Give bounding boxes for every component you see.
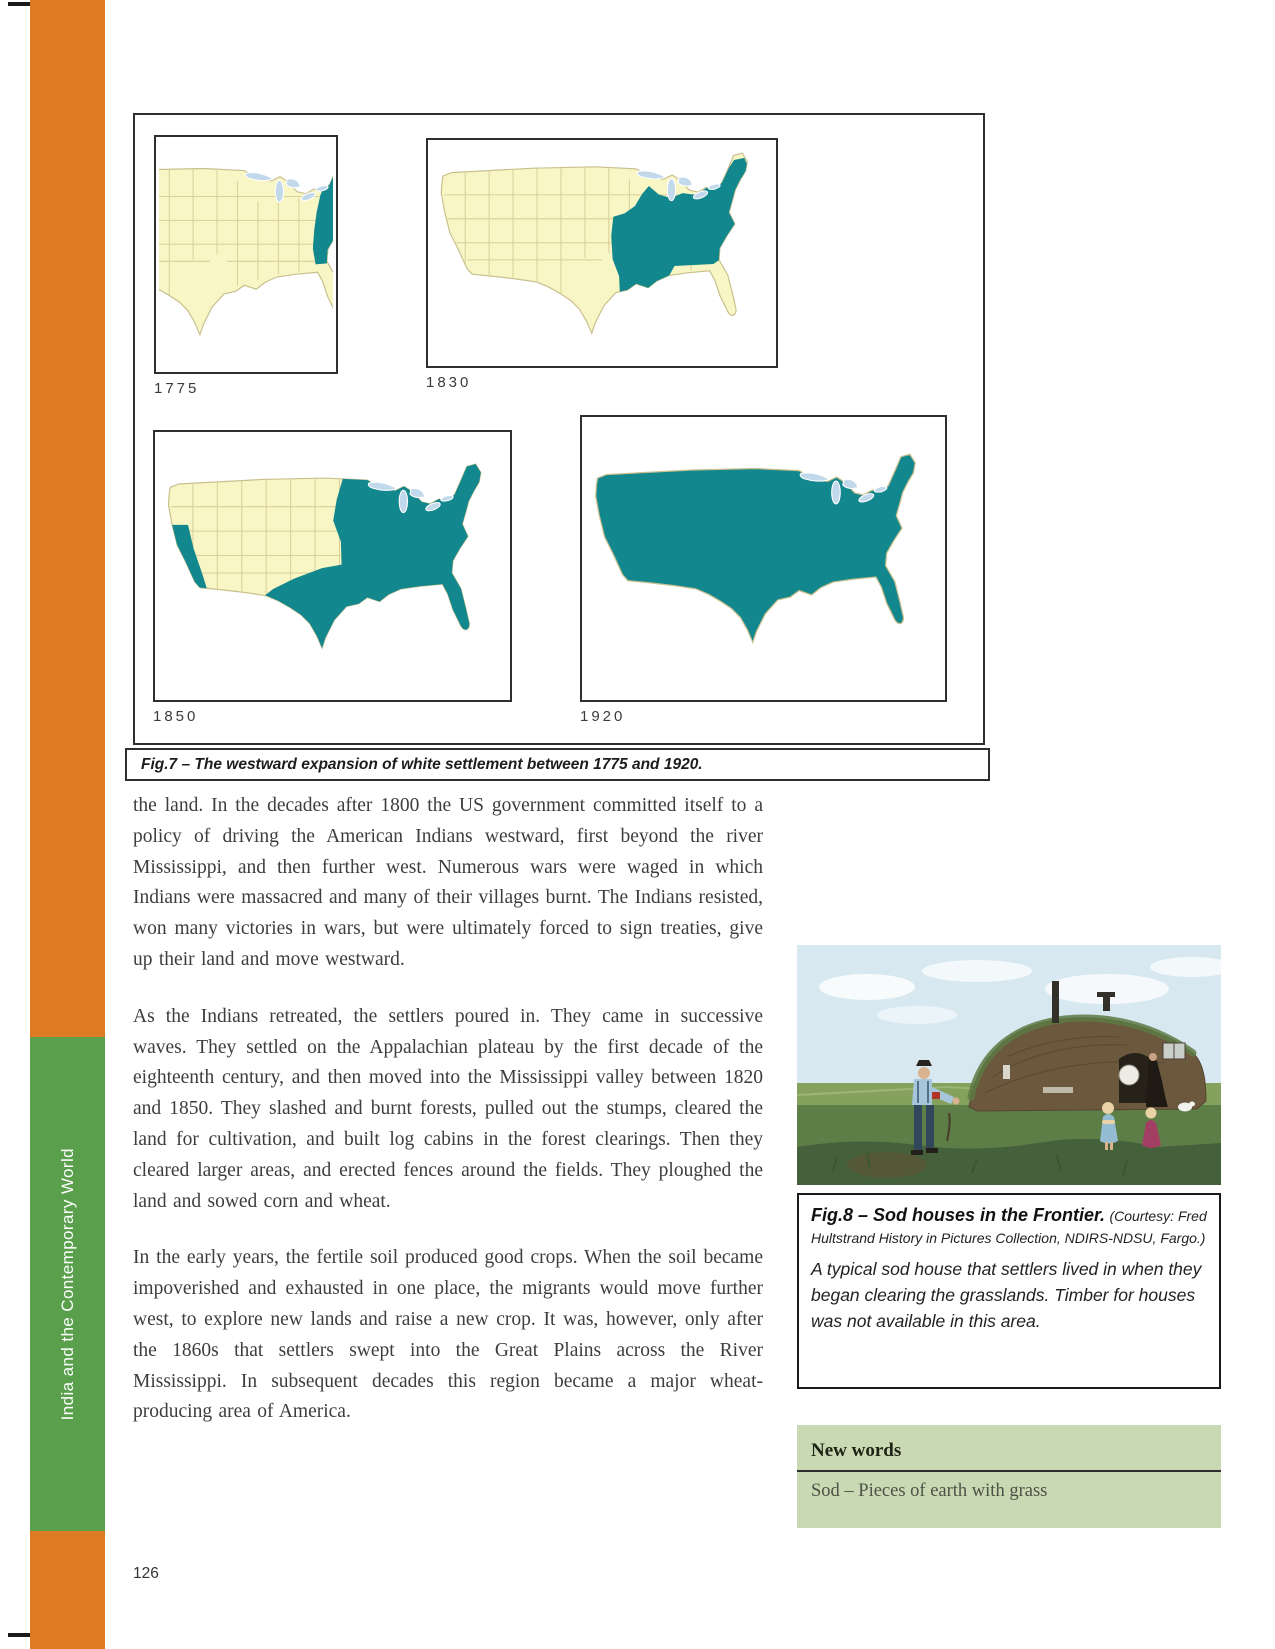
map-year-label: 1850 [153,708,199,725]
map-1775 [154,135,338,397]
map-1920-svg [585,420,942,697]
sidebar-orange-band-bottom [30,1531,105,1649]
red-sleeve [932,1092,940,1099]
body-paragraph: As the Indians retreated, the settlers poured in. They came in successive waves. They settled on the Appalachian plateau by the first decade of the eighteenth century, and then moved into the Mississippi valley between 1820 and 1850. They slashed and burnt forests, pulled out the stumps, cleared the land for cultivation, and built log cabins in the forest clearings. Then they cleared larger areas, and erected fences around the fields. They ploughed the land and sowed corn and wheat. [133,1005,763,1212]
map-1850-frame [153,430,512,702]
figure8-caption-description: A typical sod house that settlers lived in when they began clearing the grasslands. Timber for houses was not available in this area. [811,1258,1202,1332]
body-paragraph: In the early years, the fertile soil produced good crops. When the soil became impoverished and exhausted in one place, the migrants would move further west, to explore new lands and raise a new crop. It was, however, only after the 1860s that settlers swept into the Great Plains across the River Mississippi. In subsequent decades this region became a major wheat-producing area of America. [133,1247,763,1423]
chimney [1103,995,1110,1011]
map-1850-svg [158,435,507,697]
stovepipe [1052,981,1059,1023]
map-1920 [580,415,947,725]
new-words-box [797,1425,1221,1528]
body-paragraph: the land. In the decades after 1800 the US government committed itself to a policy of driving the American Indians westward, first beyond the river Mississippi, and then further west. Numerous wars were waged in which Indians were massacred and many of their villages burnt. The Indians resisted, won many victories in wars, but were ultimately forced to sign treaties, give up their land and move westward. [133,795,763,970]
figure7-caption [125,748,990,781]
map-year-label: 1830 [426,374,472,391]
map-year-label: 1920 [580,708,626,725]
figure8-photo [797,945,1221,1185]
article-text [133,791,763,1454]
map-1920-frame [580,415,947,702]
bench [1043,1087,1073,1093]
sidebar-orange-band [30,0,105,1037]
map-1830-frame [426,138,778,368]
figure8-caption [797,1193,1221,1389]
sod-house-scene [797,945,1221,1185]
figure8-caption-title: Fig.8 – Sod houses in the Frontier. [811,1205,1106,1225]
map-year-label: 1775 [154,380,200,397]
white-post [1003,1065,1010,1079]
wash-basin [1119,1065,1139,1085]
map-1830-svg [431,143,773,363]
map-1850 [153,430,512,725]
page-number: 126 [133,1565,159,1582]
map-1775-svg [159,140,333,369]
figure7-maps-panel [133,113,985,745]
bare-earth-patch [847,1152,927,1178]
figure7-caption-text: Fig.7 – The westward expansion of white settlement between 1775 and 1920. [141,755,703,773]
map-1775-frame [154,135,338,374]
sidebar-series-title: India and the Contemporary World [57,1147,77,1421]
new-words-entry: Sod – Pieces of earth with grass [811,1481,1048,1501]
figure8-caption-courtesy: (Courtesy: Fred Hultstrand History in Pictures Collection, NDIRS-NDSU, Fargo.) [811,1208,1207,1246]
sidebar-label-wrap [30,1037,105,1531]
figure8-caption-head [811,1204,1207,1249]
map-1830 [426,138,778,391]
new-words-title: New words [797,1425,1221,1472]
